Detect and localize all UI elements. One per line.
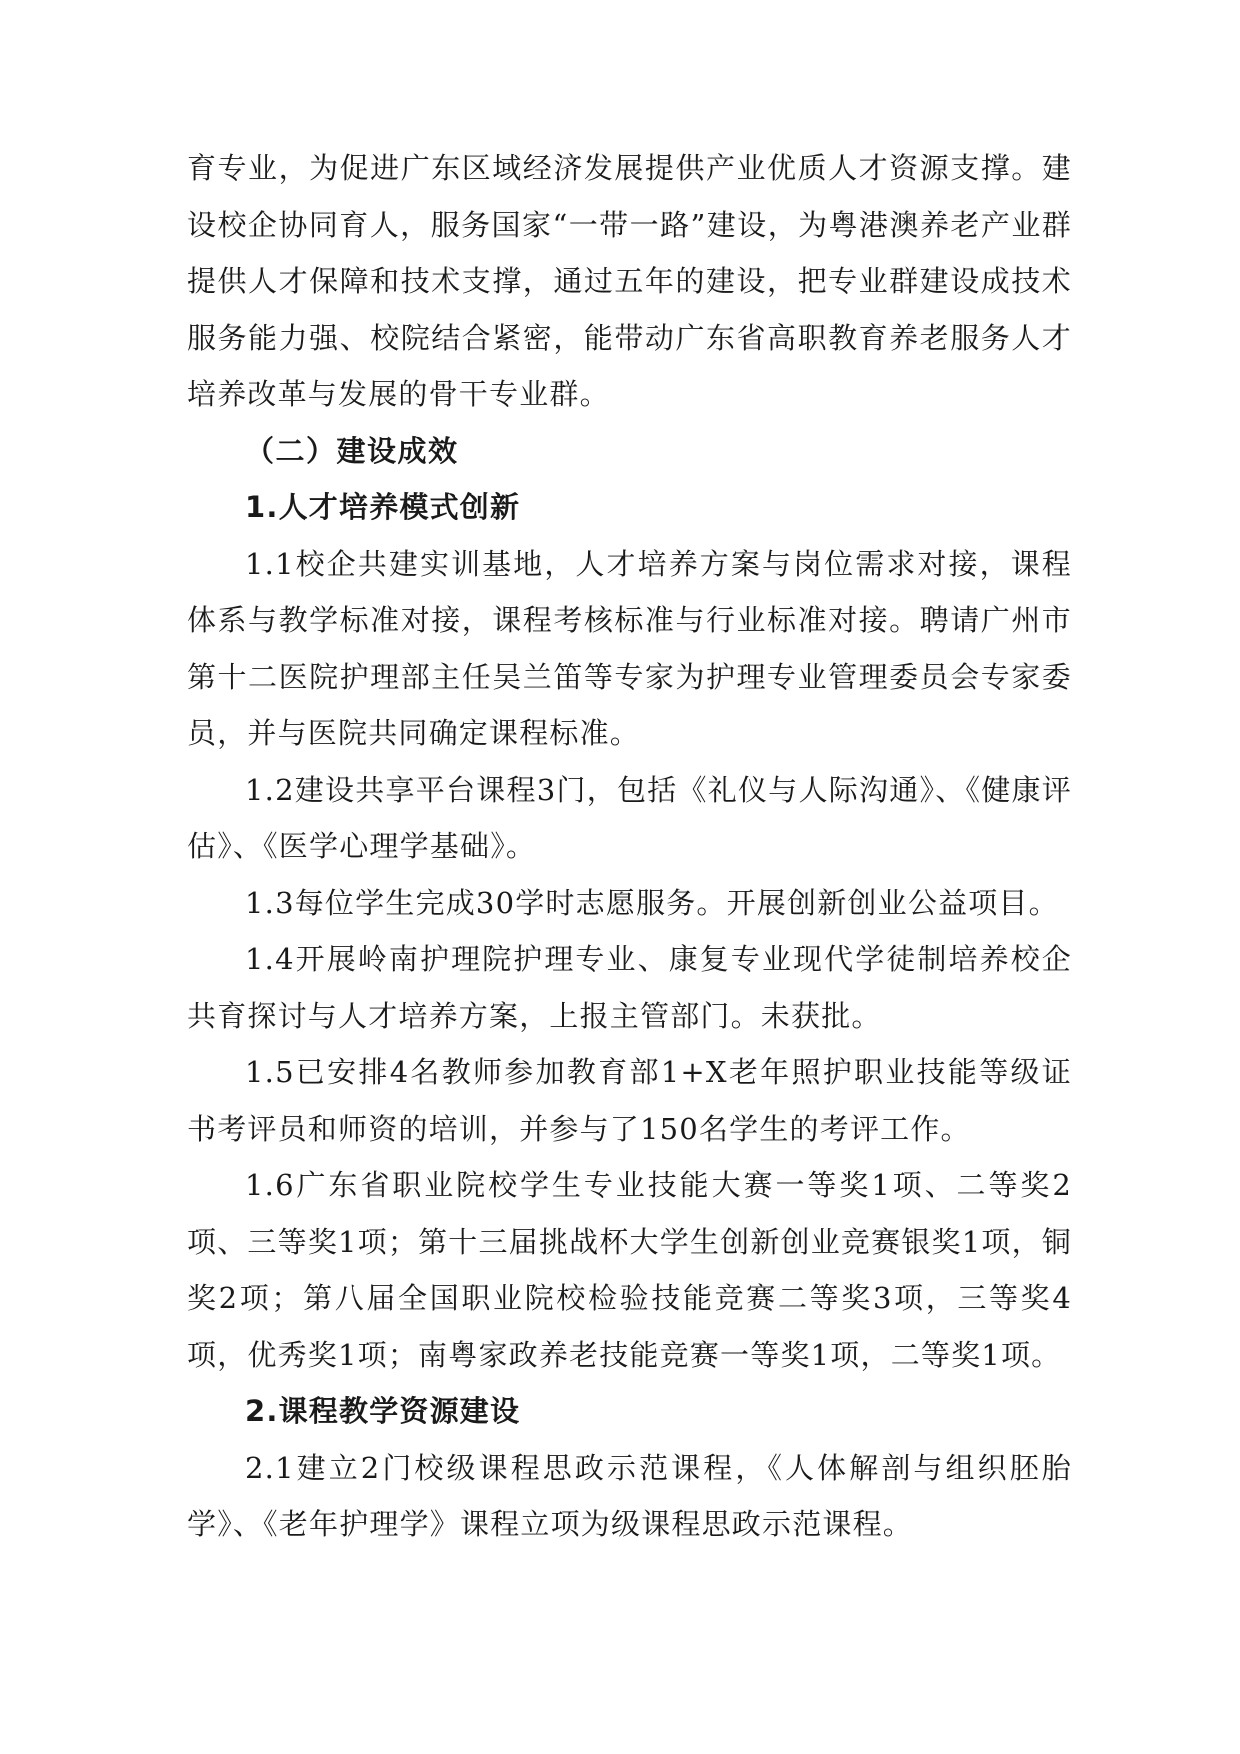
paragraph-1-1: 1.1校企共建实训基地，人才培养方案与岗位需求对接，课程体系与教学标准对接，课程考核标准与行业标准对接。聘请广州市第十二医院护理部主任吴兰笛等专家为护理专业管理委员会专家委员，并与医院共同确定课程标准。 — [187, 546, 1072, 750]
paragraph-intro-continued: 育专业，为促进广东区域经济发展提供产业优质人才资源支撑。建设校企协同育人，服务国家“一带一路”建设，为粤港澳养老产业群提供人才保障和技术支撑，通过五年的建设，把专业群建设成技术服务能力强、校院结合紧密，能带动广东省高职教育养老服务人才培养改革与发展的骨干专业群。 — [187, 151, 1072, 411]
paragraph-1-5: 1.5已安排4名教师参加教育部1+X老年照护职业技能等级证书考评员和师资的培训，并参与了150名学生的考评工作。 — [187, 1055, 1072, 1146]
paragraph-1-6: 1.6广东省职业院校学生专业技能大赛一等奖1项、二等奖2项、三等奖1项；第十三届挑战杯大学生创新创业竞赛银奖1项，铜奖2项；第八届全国职业院校检验技能竞赛二等奖3项，三等奖4项，优秀奖1项；南粤家政养老技能竞赛一等奖1项，二等奖1项。 — [187, 1168, 1072, 1372]
paragraph-1-4: 1.4开展岭南护理院护理专业、康复专业现代学徒制培养校企共育探讨与人才培养方案，上报主管部门。未获批。 — [187, 942, 1072, 1033]
paragraph-2-1: 2.1建立2门校级课程思政示范课程，《人体解剖与组织胚胎学》、《老年护理学》课程立项为级课程思政示范课程。 — [187, 1450, 1072, 1541]
heading-talent-training: 1.人才培养模式创新 — [245, 490, 521, 524]
heading-course-resources: 2.课程教学资源建设 — [245, 1394, 521, 1428]
section-heading-achievements: （二）建设成效 — [245, 433, 459, 468]
paragraph-1-3: 1.3每位学生完成30学时志愿服务。开展创新创业公益项目。 — [245, 885, 1059, 920]
paragraph-1-2: 1.2建设共享平台课程3门，包括《礼仪与人际沟通》、《健康评估》、《医学心理学基础》。 — [187, 772, 1072, 863]
document-body — [187, 140, 1072, 1553]
